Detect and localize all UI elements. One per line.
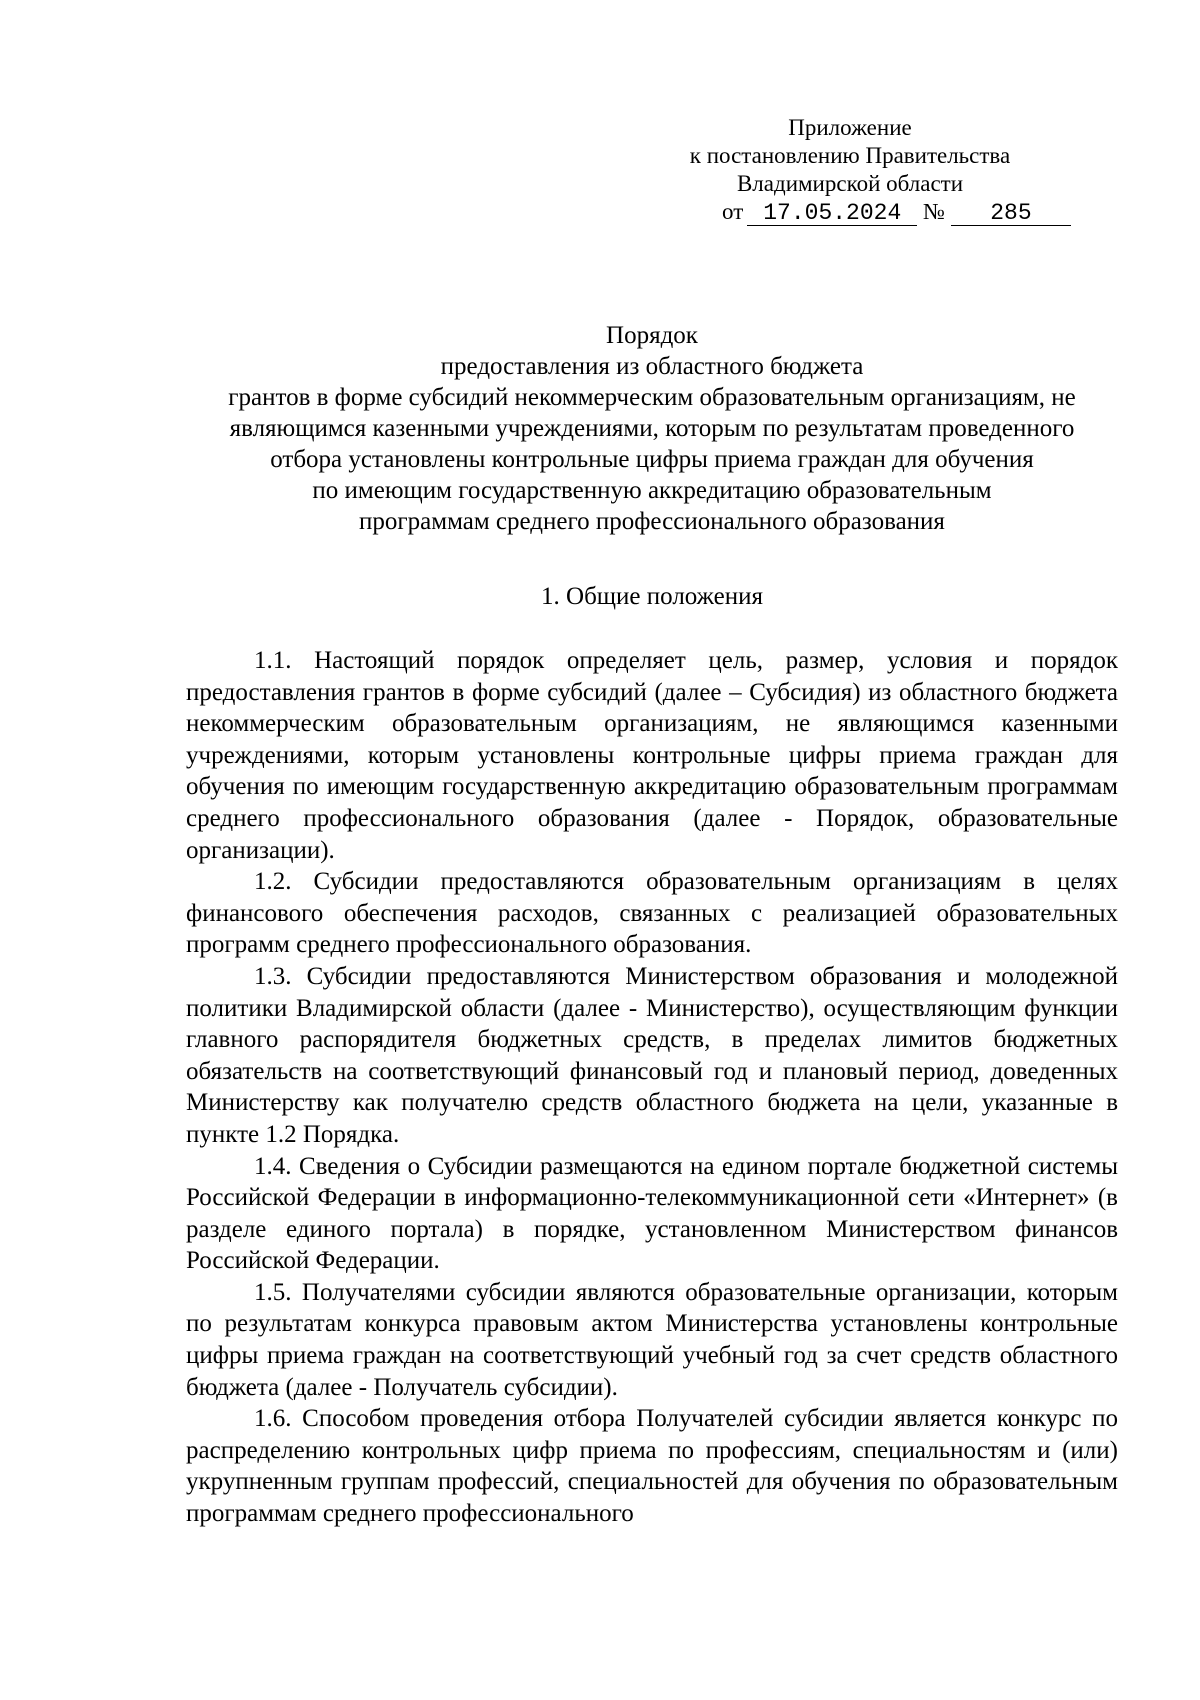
stamp-line-resolution: к постановлению Правительства (689, 143, 1011, 168)
number-prefix: № (923, 199, 945, 224)
paragraph-1-2: 1.2. Субсидии предоставляются образовательным организациям в целях финансового обеспечения расходов, связанных с реализацией образовательных программ среднего профессионального образования. (186, 868, 1118, 959)
approval-stamp (600, 114, 1100, 226)
document-body (186, 645, 1118, 1530)
title-line: программам среднего профессионального образования (359, 508, 945, 535)
document-title (186, 320, 1118, 537)
paragraph-1-6: 1.6. Способом проведения отбора Получателей субсидии является конкурс по распределению контрольных цифр приема по профессиям, специальностям и (или) укрупненным группам профессий, специальностей для обучения по образовательным программам среднего профессионального (186, 1405, 1118, 1528)
registration-number: 285 (951, 201, 1071, 226)
paragraph-1-5: 1.5. Получателями субсидии являются образовательные организации, которым по результатам конкурса правовым актом Министерства установлены контрольные цифры приема граждан на соответствующий учебный год за счет средств областного бюджета (далее - Получатель субсидии). (186, 1278, 1118, 1401)
title-line: Порядок (606, 322, 698, 349)
paragraph-1-4: 1.4. Сведения о Субсидии размещаются на едином портале бюджетной системы Российской Федерации в информационно-телекоммуникационной сети «Интернет» (в разделе единого портала) в порядке, установленном Министерством финансов Российской Федерации. (186, 1152, 1118, 1275)
stamp-line-region: Владимирской области (736, 171, 964, 196)
paragraph-1-1: 1.1. Настоящий порядок определяет цель, размер, условия и порядок предоставления грантов в форме субсидий (далее – Субсидия) из областного бюджета некоммерческим образовательным организациям, не являющимся казенными учреждениями, которым установлены контрольные цифры приема граждан для обучения по имеющим государственную аккредитацию образовательным программам среднего профессионального образования (далее - Порядок, образовательные организации). (186, 647, 1118, 864)
title-line: отбора установлены контрольные цифры приема граждан для обучения (270, 446, 1034, 473)
date-prefix: от (722, 199, 744, 224)
paragraph-1-3: 1.3. Субсидии предоставляются Министерством образования и молодежной политики Владимирской области (далее - Министерство), осуществляющим функции главного распорядителя бюджетных средств, в пределах лимитов бюджетных обязательств на соответствующий финансовый год и плановый период, доведенных Министерству как получателю средств областного бюджета на цели, указанные в пункте 1.2 Порядка. (186, 962, 1118, 1148)
registration-line (600, 198, 1100, 226)
title-line: являющимся казенными учреждениями, которым по результатам проведенного (229, 415, 1075, 442)
title-line: по имеющим государственную аккредитацию образовательным (312, 477, 992, 504)
registration-date: 17.05.2024 (747, 201, 917, 226)
stamp-line-appendix: Приложение (788, 115, 912, 140)
title-line: предоставления из областного бюджета (440, 353, 864, 380)
title-line: грантов в форме субсидий некоммерческим образовательным организациям, не (228, 384, 1076, 411)
section-heading: 1. Общие положения (541, 583, 763, 610)
